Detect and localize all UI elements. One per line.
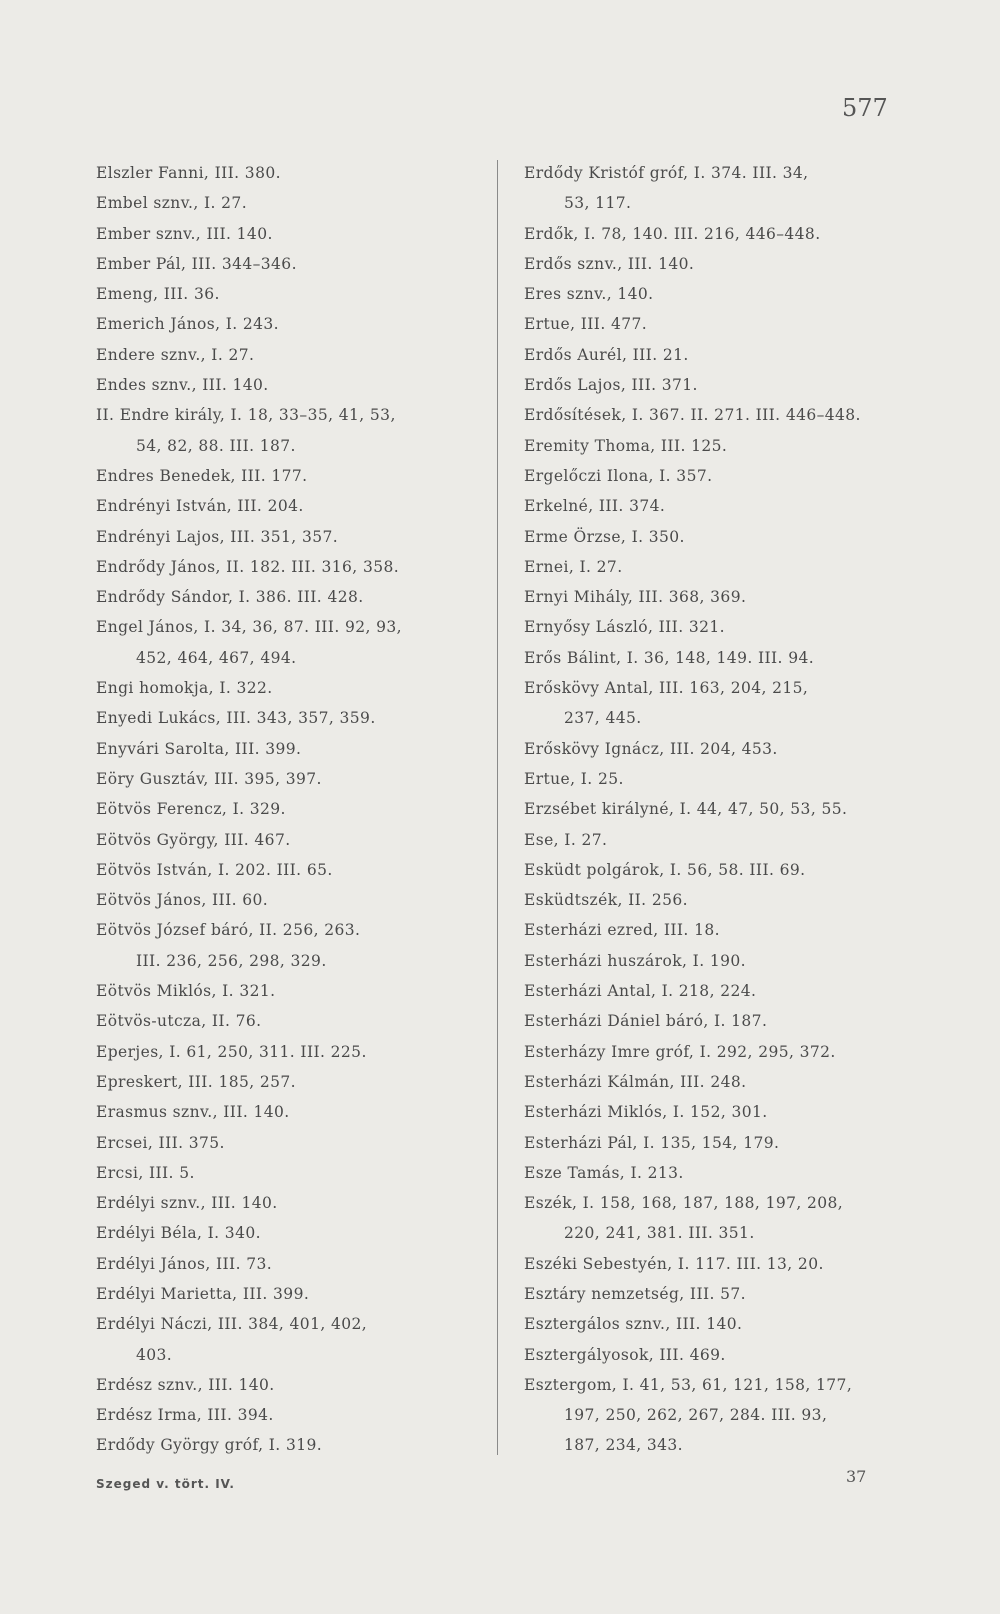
index-entry (96, 309, 481, 339)
index-entry (524, 673, 904, 734)
index-entry-text: Erdélyi Náczi, III. 384, 401, 402, (96, 1315, 368, 1334)
index-entry-text: Erdősítések, I. 367. II. 271. III. 446–448. (524, 406, 861, 425)
index-entry-text: Endes sznv., III. 140. (96, 376, 269, 395)
index-entry (524, 309, 904, 339)
index-entry-text: Endres Benedek, III. 177. (96, 466, 308, 485)
index-entry-text: Erzsébet királyné, I. 44, 47, 50, 53, 55. (524, 800, 848, 819)
index-entry (524, 431, 904, 461)
index-entry-text: Eötvös János, III. 60. (96, 891, 269, 910)
index-entry-text: Ember Pál, III. 344–346. (96, 254, 297, 273)
index-entry-continuation: 237, 445. (564, 709, 642, 728)
index-entry (96, 400, 481, 461)
index-entry (524, 1309, 904, 1339)
index-entry (96, 1128, 481, 1158)
index-entry (96, 461, 481, 491)
index-entry-text: Ernyősy László, III. 321. (524, 618, 725, 637)
index-entry-text: Embel sznv., I. 27. (96, 194, 248, 213)
index-entry (96, 1097, 481, 1127)
index-entry (524, 158, 904, 219)
index-entry-text: Ernei, I. 27. (524, 557, 623, 576)
index-entry-text: Erdész sznv., III. 140. (96, 1375, 275, 1394)
index-entry (96, 1279, 481, 1309)
index-entry-text: Erdős Lajos, III. 371. (524, 376, 698, 395)
index-entry (96, 1309, 481, 1370)
index-entry-text: Esterházi Antal, I. 218, 224. (524, 982, 757, 1001)
index-entry (524, 522, 904, 552)
index-entry (96, 734, 481, 764)
index-entry-text: Esterházi Dániel báró, I. 187. (524, 1012, 768, 1031)
index-entry (96, 1370, 481, 1400)
index-entry-text: Erdélyi Béla, I. 340. (96, 1224, 261, 1243)
index-entry-text: Esztergályosok, III. 469. (524, 1345, 726, 1364)
index-entry-text: Esterházy Imre gróf, I. 292, 295, 372. (524, 1042, 836, 1061)
index-entry (524, 1067, 904, 1097)
index-entry-text: Eremity Thoma, III. 125. (524, 436, 728, 455)
index-entry (96, 1400, 481, 1430)
index-entry (524, 279, 904, 309)
index-entry-continuation: 403. (136, 1345, 173, 1364)
index-entry (96, 1188, 481, 1218)
index-entry (96, 340, 481, 370)
index-entry-continuation: 220, 241, 381. III. 351. (564, 1224, 755, 1243)
index-entry-text: Esküdtszék, II. 256. (524, 891, 688, 910)
index-entry (96, 703, 481, 733)
index-entry-text: Ernyi Mihály, III. 368, 369. (524, 588, 747, 607)
index-entry (96, 1249, 481, 1279)
index-entry-text: Ertue, III. 477. (524, 315, 648, 334)
index-entry-text: Ergelőczi Ilona, I. 357. (524, 466, 713, 485)
index-entry-text: Ertue, I. 25. (524, 769, 624, 788)
index-entry-text: Eszéki Sebestyén, I. 117. III. 13, 20. (524, 1254, 824, 1273)
index-entry (524, 1006, 904, 1036)
index-entry (524, 915, 904, 945)
index-entry-continuation: III. 236, 256, 298, 329. (136, 951, 327, 970)
index-entry (96, 855, 481, 885)
index-entry (524, 552, 904, 582)
index-entry (524, 1340, 904, 1370)
index-entry-text: Enyedi Lukács, III. 343, 357, 359. (96, 709, 376, 728)
index-entry (96, 825, 481, 855)
index-entry-text: Enyvári Sarolta, III. 399. (96, 739, 302, 758)
index-entry (524, 249, 904, 279)
index-entry (96, 1218, 481, 1248)
index-entry-text: Eperjes, I. 61, 250, 311. III. 225. (96, 1042, 367, 1061)
index-entry-text: Ese, I. 27. (524, 830, 608, 849)
column-divider (497, 160, 498, 1455)
index-entry (524, 400, 904, 430)
index-entry (524, 885, 904, 915)
index-entry (96, 582, 481, 612)
index-entry-text: Erőskövy Antal, III. 163, 204, 215, (524, 679, 809, 698)
index-entry-text: Esterházi Kálmán, III. 248. (524, 1072, 747, 1091)
index-entry (96, 1158, 481, 1188)
index-entry (524, 1128, 904, 1158)
index-entry-text: Erdélyi János, III. 73. (96, 1254, 273, 1273)
index-entry (96, 764, 481, 794)
index-entry-text: 187, 234, 343. (564, 1436, 683, 1455)
index-entry-text: Erkelné, III. 374. (524, 497, 666, 516)
index-entry (524, 855, 904, 885)
index-entry-text: Endrődy Sándor, I. 386. III. 428. (96, 588, 364, 607)
index-entry (524, 370, 904, 400)
index-entry (96, 612, 481, 673)
index-entry (524, 1037, 904, 1067)
index-entry-text: Erőskövy Ignácz, III. 204, 453. (524, 739, 778, 758)
index-entry-text: Erdész Irma, III. 394. (96, 1406, 274, 1425)
index-entry-text: Endrényi Lajos, III. 351, 357. (96, 527, 339, 546)
index-entry-text: Erős Bálint, I. 36, 148, 149. III. 94. (524, 648, 815, 667)
index-entry (524, 340, 904, 370)
index-entry (96, 370, 481, 400)
page-number: 577 (842, 94, 888, 122)
index-entry-text: Esztergom, I. 41, 53, 61, 121, 158, 177, (524, 1375, 853, 1394)
index-entry-text: Esterházi huszárok, I. 190. (524, 951, 746, 970)
index-entry-text: Eötvös József báró, II. 256, 263. (96, 921, 361, 940)
index-entry (96, 552, 481, 582)
index-entry-text: Esze Tamás, I. 213. (524, 1163, 684, 1182)
index-entry-text: Esküdt polgárok, I. 56, 58. III. 69. (524, 860, 806, 879)
index-entry-text: Eötvös István, I. 202. III. 65. (96, 860, 333, 879)
index-entry-text: Eszék, I. 158, 168, 187, 188, 197, 208, (524, 1194, 844, 1213)
index-entry (96, 188, 481, 218)
index-entry-text: Endrődy János, II. 182. III. 316, 358. (96, 557, 400, 576)
index-entry (524, 825, 904, 855)
index-entry (524, 461, 904, 491)
index-entry (96, 1006, 481, 1036)
index-entry-text: Eöry Gusztáv, III. 395, 397. (96, 769, 322, 788)
index-entry (96, 915, 481, 976)
index-entry-text: Esztáry nemzetség, III. 57. (524, 1284, 746, 1303)
index-entry-text: Erdélyi Marietta, III. 399. (96, 1284, 310, 1303)
index-entry-text: Elszler Fanni, III. 380. (96, 164, 281, 182)
index-entry (524, 1430, 904, 1460)
index-column-left (96, 158, 481, 1461)
index-entry (524, 219, 904, 249)
index-entry (524, 1188, 904, 1249)
index-entry-text: II. Endre király, I. 18, 33–35, 41, 53, (96, 406, 396, 425)
index-entry-continuation: 197, 250, 262, 267, 284. III. 93, (564, 1406, 828, 1425)
index-entry (96, 279, 481, 309)
index-entry-text: Endere sznv., I. 27. (96, 345, 255, 364)
index-entry (524, 612, 904, 642)
index-entry-text: Erdődy Kristóf gróf, I. 374. III. 34, (524, 164, 809, 182)
index-entry-text: Endrényi István, III. 204. (96, 497, 304, 516)
index-entry (96, 522, 481, 552)
index-entry-continuation: 452, 464, 467, 494. (136, 648, 297, 667)
index-entry (524, 643, 904, 673)
index-entry-text: Ercsi, III. 5. (96, 1163, 195, 1182)
index-entry (96, 219, 481, 249)
index-entry (524, 764, 904, 794)
index-entry-text: Esterházi ezred, III. 18. (524, 921, 720, 940)
index-entry (524, 734, 904, 764)
index-entry-text: Ember sznv., III. 140. (96, 224, 273, 243)
index-column-right (524, 158, 904, 1461)
index-entry-text: Engi homokja, I. 322. (96, 679, 273, 698)
index-entry (96, 1067, 481, 1097)
index-entry-text: Erdők, I. 78, 140. III. 216, 446–448. (524, 224, 821, 243)
index-entry (524, 946, 904, 976)
index-entry (96, 976, 481, 1006)
index-entry (96, 794, 481, 824)
index-entry-text: Emeng, III. 36. (96, 285, 220, 304)
index-entry-text: Erme Örzse, I. 350. (524, 527, 685, 546)
index-entry (524, 582, 904, 612)
index-entry-text: Erasmus sznv., III. 140. (96, 1103, 290, 1122)
index-entry-text: Epreskert, III. 185, 257. (96, 1072, 297, 1091)
index-entry (524, 1279, 904, 1309)
index-entry-text: Esterházi Miklós, I. 152, 301. (524, 1103, 768, 1122)
index-entry (524, 1249, 904, 1279)
signature-mark: Szeged v. tört. IV. (96, 1477, 235, 1491)
index-entry (96, 1037, 481, 1067)
index-entry-continuation: 53, 117. (564, 194, 632, 213)
index-entry-text: Eötvös-utcza, II. 76. (96, 1012, 262, 1031)
index-entry (524, 1370, 904, 1431)
index-entry (524, 1097, 904, 1127)
index-entry-text: Erdődy György gróf, I. 319. (96, 1436, 323, 1455)
index-entry (524, 794, 904, 824)
index-entry-text: Ercsei, III. 375. (96, 1133, 225, 1152)
index-entry-text: Eötvös György, III. 467. (96, 830, 291, 849)
index-entry-text: Erdős sznv., III. 140. (524, 254, 695, 273)
index-entry (96, 1430, 481, 1460)
index-entry (96, 673, 481, 703)
index-entry-continuation: 54, 82, 88. III. 187. (136, 436, 296, 455)
index-entry (524, 976, 904, 1006)
index-entry-text: Esterházi Pál, I. 135, 154, 179. (524, 1133, 780, 1152)
index-entry (524, 1158, 904, 1188)
index-entry-text: Eötvös Ferencz, I. 329. (96, 800, 286, 819)
index-entry-text: Erdélyi sznv., III. 140. (96, 1194, 278, 1213)
index-entry-text: Esztergálos sznv., III. 140. (524, 1315, 743, 1334)
sheet-number: 37 (846, 1467, 867, 1486)
index-entry (96, 491, 481, 521)
index-entry (524, 491, 904, 521)
index-entry (96, 885, 481, 915)
index-entry-text: Eres sznv., 140. (524, 285, 654, 304)
index-entry-text: Erdős Aurél, III. 21. (524, 345, 689, 364)
index-entry-text: Engel János, I. 34, 36, 87. III. 92, 93, (96, 618, 403, 637)
index-entry (96, 158, 481, 188)
index-entry-text: Eötvös Miklós, I. 321. (96, 982, 276, 1001)
index-entry-text: Emerich János, I. 243. (96, 315, 280, 334)
index-entry (96, 249, 481, 279)
